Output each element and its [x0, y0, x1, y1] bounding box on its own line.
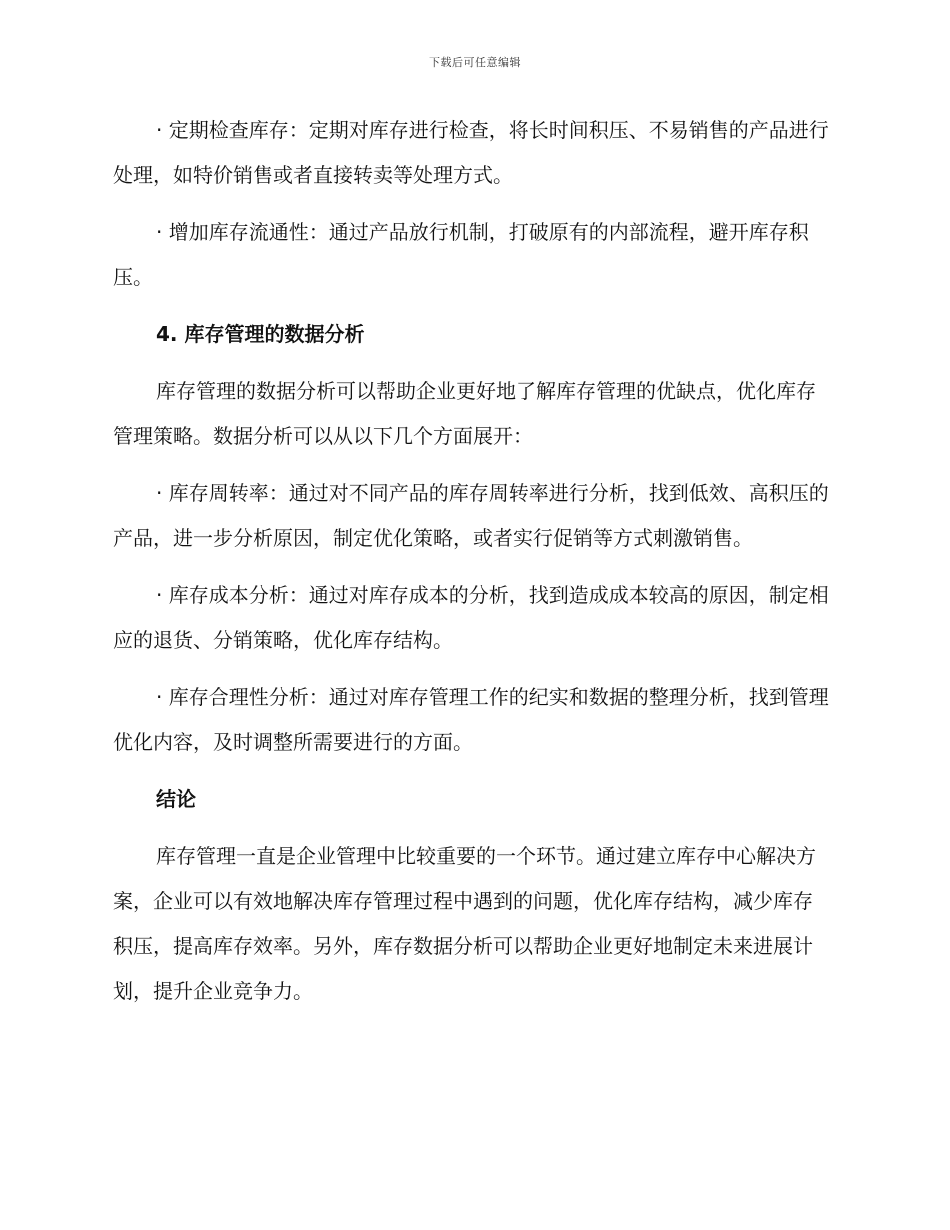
paragraph-regular-inventory-check: · 定期检查库存：定期对库存进行检查，将长时间积压、不易销售的产品进行处理，如特价销售或者直接转卖等处理方式。	[113, 118, 829, 187]
document-body	[113, 108, 831, 1026]
section-heading-data-analysis: 4. 库存管理的数据分析	[156, 322, 365, 346]
section-heading-conclusion: 结论	[156, 787, 196, 811]
paragraph-data-analysis-intro: 库存管理的数据分析可以帮助企业更好地了解库存管理的优缺点，优化库存管理策略。数据分析可以从以下几个方面展开：	[113, 379, 816, 448]
paragraph-cost-analysis: · 库存成本分析：通过对库存成本的分析，找到造成成本较高的原因，制定相应的退货、分销策略，优化库存结构。	[113, 583, 829, 652]
paragraph-inventory-liquidity: · 增加库存流通性：通过产品放行机制，打破原有的内部流程，避开库存积压。	[113, 220, 809, 289]
paragraph-rationality-analysis: · 库存合理性分析：通过对库存管理工作的纪实和数据的整理分析，找到管理优化内容，及时调整所需要进行的方面。	[113, 685, 829, 754]
page-header: 下载后可任意编辑	[429, 56, 521, 69]
paragraph-conclusion: 库存管理一直是企业管理中比较重要的一个环节。通过建立库存中心解决方案，企业可以有效地解决库存管理过程中遇到的问题，优化库存结构，减少库存积压，提高库存效率。另外，库存数据分析可以帮助企业更好地制定未来进展计划，提升企业竞争力。	[113, 844, 816, 1003]
paragraph-turnover-rate: · 库存周转率：通过对不同产品的库存周转率进行分析，找到低效、高积压的产品，进一步分析原因，制定优化策略，或者实行促销等方式刺激销售。	[113, 481, 829, 550]
